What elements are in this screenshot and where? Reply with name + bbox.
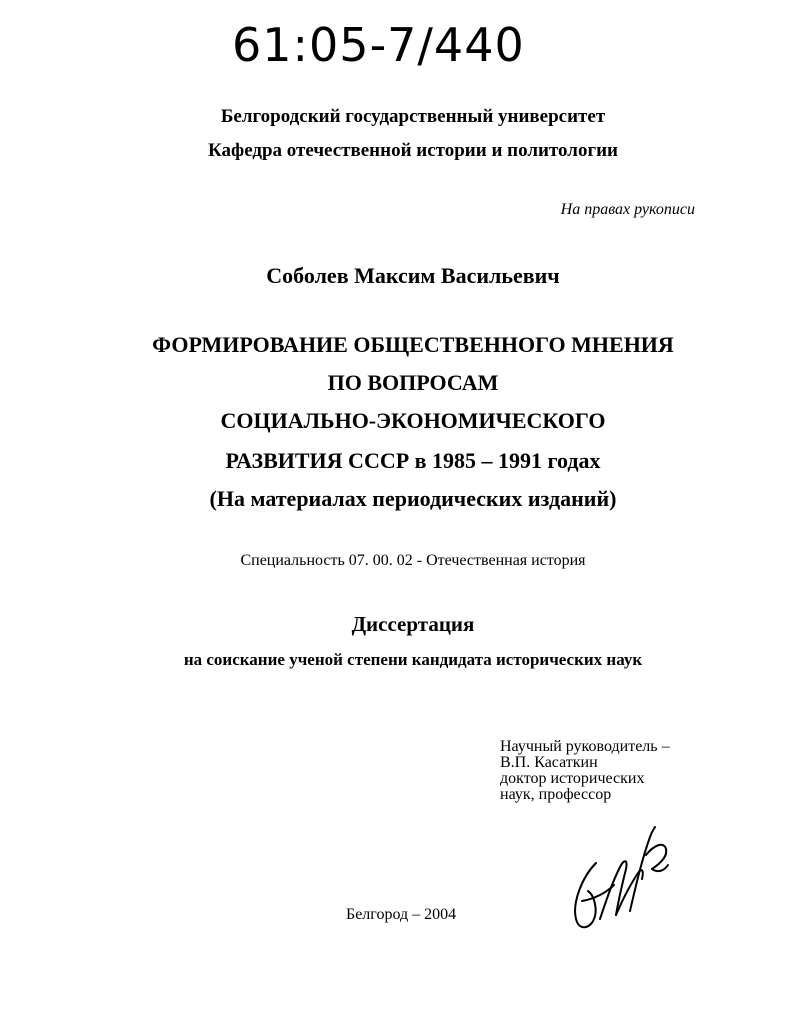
supervisor-line-3: доктор исторических <box>500 770 645 787</box>
supervisor-line-4: наук, профессор <box>500 786 612 803</box>
title-line-4: РАЗВИТИЯ СССР в 1985 – 1991 годах <box>225 448 601 473</box>
supervisor-line-2: В.П. Касаткин <box>500 754 598 771</box>
archive-stamp-number: 61:05-7/440 <box>232 18 525 72</box>
manuscript-note: На правах рукописи <box>560 201 695 218</box>
university-name: Белгородский государственный университет <box>220 106 606 127</box>
handwritten-signature-icon <box>560 815 680 940</box>
title-line-2: ПО ВОПРОСАМ <box>327 370 499 395</box>
supervisor-block <box>500 739 670 803</box>
degree-statement: на соискание ученой степени кандидата исторических наук <box>183 650 643 669</box>
title-line-3: СОЦИАЛЬНО-ЭКОНОМИЧЕСКОГО <box>220 408 606 433</box>
department-name: Кафедра отечественной истории и политологии <box>208 140 618 161</box>
title-line-1: ФОРМИРОВАНИЕ ОБЩЕСТВЕННОГО МНЕНИЯ <box>152 332 674 357</box>
work-type: Диссертация <box>351 612 475 636</box>
author-name: Соболев Максим Васильевич <box>266 263 560 288</box>
title-line-5: (На материалах периодических изданий) <box>209 486 617 511</box>
specialty: Специальность 07. 00. 02 - Отечественная история <box>240 552 586 569</box>
city-and-year: Белгород – 2004 <box>346 906 457 923</box>
supervisor-line-1: Научный руководитель – <box>500 738 670 755</box>
